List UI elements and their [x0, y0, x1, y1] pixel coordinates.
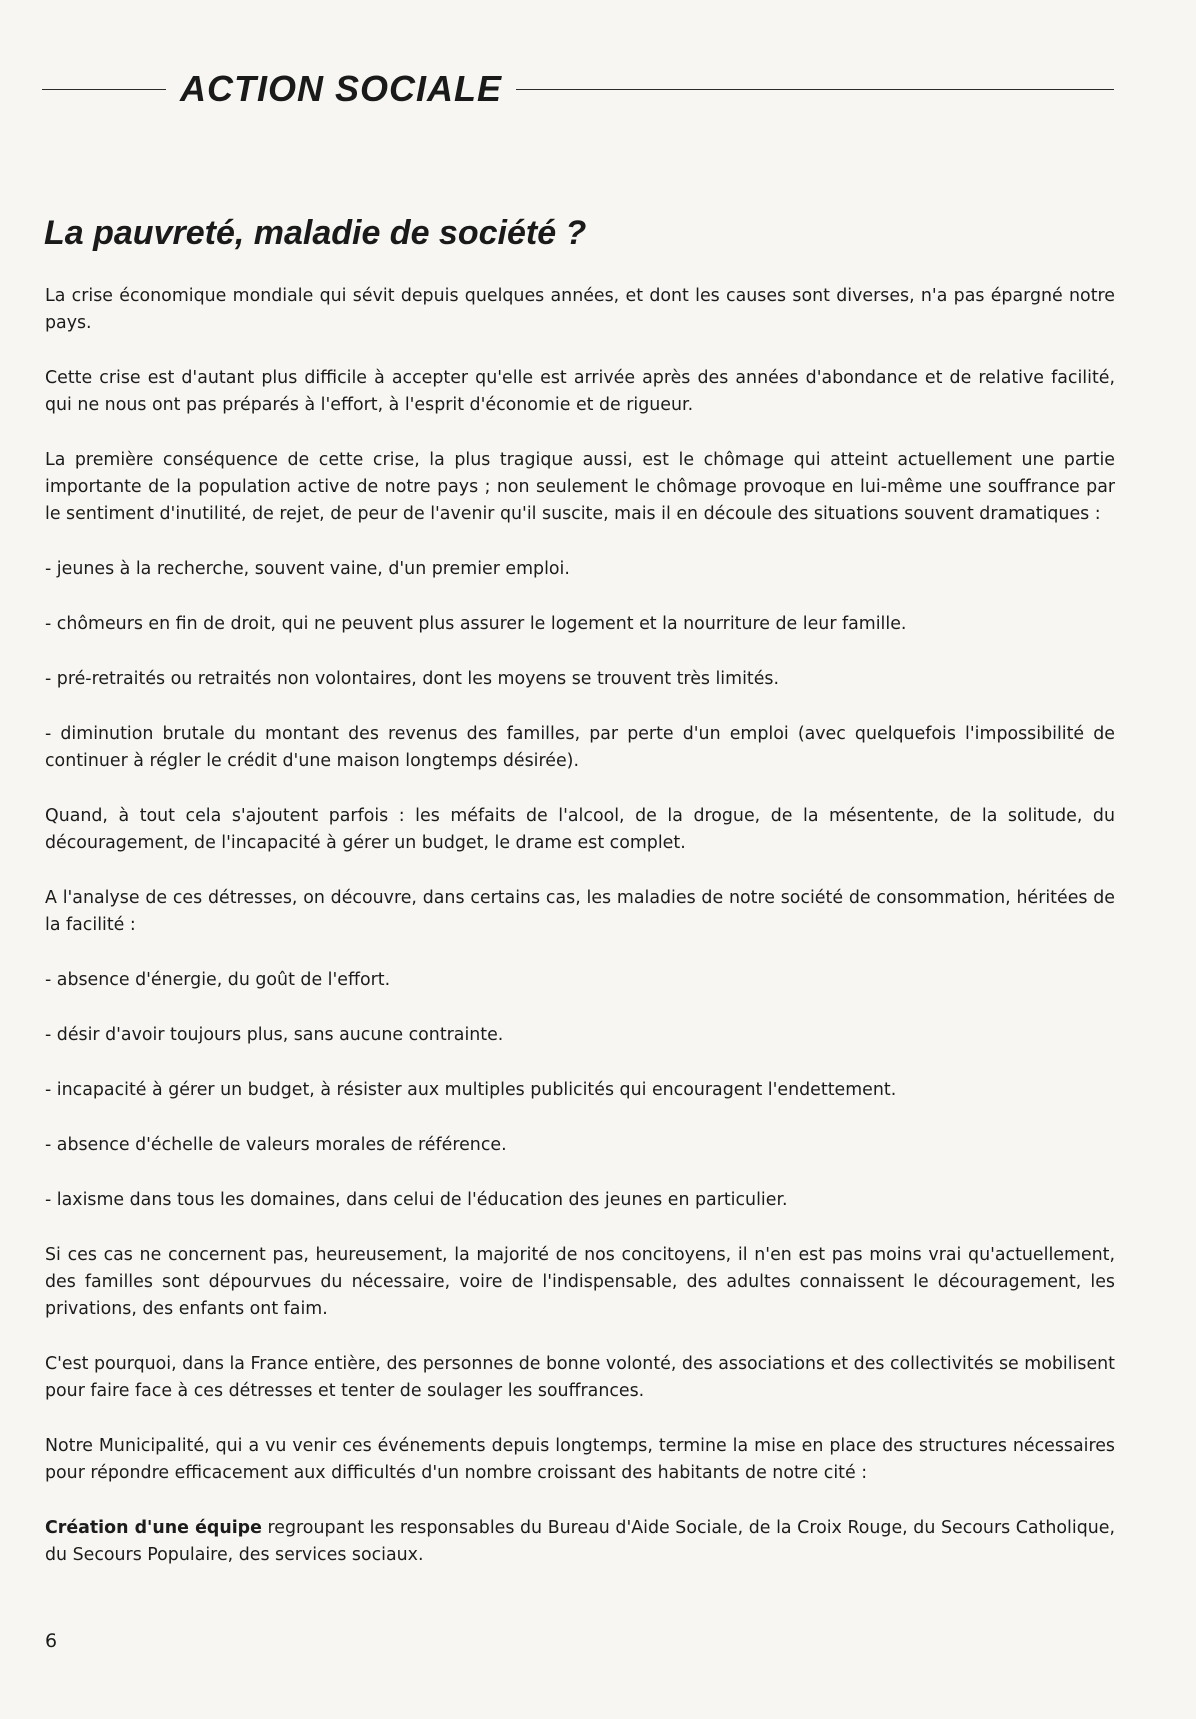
article-body: [45, 283, 1115, 1597]
list-item: - chômeurs en fin de droit, qui ne peuvent plus assurer le logement et la nourriture de leur famille.: [45, 614, 907, 634]
list-item: - absence d'énergie, du goût de l'effort.: [45, 970, 391, 990]
list-item: - jeunes à la recherche, souvent vaine, d'un premier emploi.: [45, 559, 570, 579]
list-item: - laxisme dans tous les domaines, dans celui de l'éducation des jeunes en particulier.: [45, 1190, 788, 1210]
section-title: ACTION SOCIALE: [180, 68, 503, 109]
list-item: - diminution brutale du montant des revenus des familles, par perte d'un emploi (avec quelquefois l'impossibilité de continuer à régler le crédit d'une maison longtemps désirée).: [45, 724, 1115, 771]
list-item: - incapacité à gérer un budget, à résister aux multiples publicités qui encouragent l'endettement.: [45, 1080, 897, 1100]
paragraph: Quand, à tout cela s'ajoutent parfois : les méfaits de l'alcool, de la drogue, de la mésentente, de la solitude, du découragement, de l'incapacité à gérer un budget, le drame est complet.: [45, 806, 1115, 853]
paragraph: La première conséquence de cette crise, la plus tragique aussi, est le chômage qui atteint actuellement une partie importante de la population active de notre pays ; non seulement le chômage provoque en lui-même une souffrance par le sentiment d'inutilité, de rejet, de peur de l'avenir qu'il suscite, mais il en découle des situations souvent dramatiques :: [45, 450, 1115, 524]
paragraph: Si ces cas ne concernent pas, heureusement, la majorité de nos concitoyens, il n'en est pas moins vrai qu'actuellement, des familles sont dépourvues du nécessaire, voire de l'indispensable, des adultes connaissent le découragement, les privations, des enfants ont faim.: [45, 1245, 1115, 1319]
list-item: - désir d'avoir toujours plus, sans aucune contrainte.: [45, 1025, 504, 1045]
section-header: [42, 66, 1114, 112]
final-paragraph-text: regroupant les responsables du Bureau d'Aide Sociale, de la Croix Rouge, du Secours Catholique, du Secours Populaire, des services sociaux.: [45, 1518, 1115, 1565]
article-title: La pauvreté, maladie de société ?: [44, 214, 587, 252]
paragraph: Cette crise est d'autant plus difficile à accepter qu'elle est arrivée après des années d'abondance et de relative facilité, qui ne nous ont pas préparés à l'effort, à l'esprit d'économie et de rigueur.: [45, 368, 1115, 415]
final-paragraph: [45, 1515, 1115, 1569]
page-number: 6: [45, 1630, 58, 1652]
paragraph: La crise économique mondiale qui sévit depuis quelques années, et dont les causes sont diverses, n'a pas épargné notre pays.: [45, 286, 1115, 333]
paragraph: Notre Municipalité, qui a vu venir ces événements depuis longtemps, termine la mise en place des structures nécessaires pour répondre efficacement aux difficultés d'un nombre croissant des habitants de notre cité :: [45, 1436, 1115, 1483]
list-item: - absence d'échelle de valeurs morales de référence.: [45, 1135, 507, 1155]
final-paragraph-bold-lead: Création d'une équipe: [45, 1518, 262, 1538]
header-rule-right: [516, 89, 1114, 90]
paragraph: A l'analyse de ces détresses, on découvre, dans certains cas, les maladies de notre société de consommation, héritées de la facilité :: [45, 888, 1115, 935]
header-rule-left: [42, 89, 166, 90]
list-item: - pré-retraités ou retraités non volontaires, dont les moyens se trouvent très limités.: [45, 669, 780, 689]
paragraph: C'est pourquoi, dans la France entière, des personnes de bonne volonté, des associations et des collectivités se mobilisent pour faire face à ces détresses et tenter de soulager les souffrances.: [45, 1354, 1115, 1401]
